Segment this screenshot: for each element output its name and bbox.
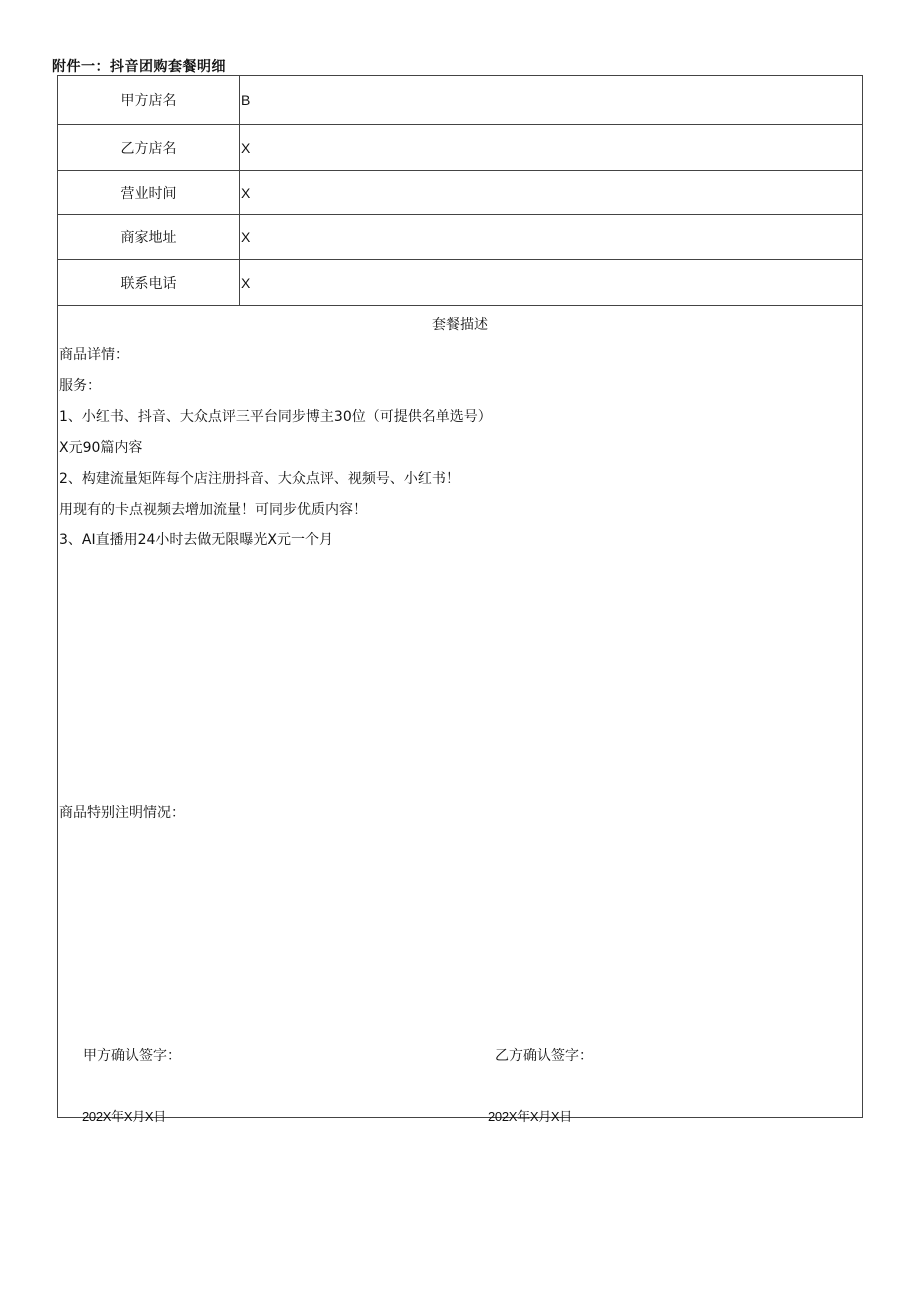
- info-row-business-hours: [58, 171, 862, 215]
- party-a-signature-label: 甲方确认签字：: [83, 1048, 181, 1064]
- package-description-heading: 套餐描述: [432, 317, 488, 333]
- service-item-3: 3、AI直播用24小时去做无限曝光X元一个月: [59, 532, 334, 548]
- info-row-contact-phone: [58, 260, 862, 306]
- business-hours-label: 营业时间: [58, 171, 240, 214]
- special-note-label: 商品特别注明情况：: [59, 805, 185, 821]
- party-a-store-label: 甲方店名: [58, 76, 240, 124]
- party-b-store-value: X: [241, 139, 251, 156]
- merchant-address-value: X: [241, 229, 251, 245]
- merchant-address-label: 商家地址: [58, 215, 240, 259]
- party-a-store-value: B: [241, 92, 251, 108]
- party-b-signature-label: 乙方确认签字：: [495, 1048, 593, 1064]
- service-item-1: 1、小红书、抖音、大众点评三平台同步博主30位（可提供名单选号）: [59, 409, 492, 425]
- service-item-1-price: X元90篇内容: [59, 440, 143, 456]
- service-label: 服务：: [59, 378, 101, 394]
- service-item-2-detail: 用现有的卡点视频去增加流量！可同步优质内容！: [59, 502, 367, 518]
- product-details-label: 商品详情：: [59, 347, 129, 363]
- document-title: 附件一：抖音团购套餐明细: [52, 59, 226, 75]
- info-row-merchant-address: [58, 215, 862, 260]
- info-row-party-a-store: [58, 76, 862, 125]
- info-row-party-b-store: [58, 125, 862, 171]
- party-a-date: 202X年X月X日: [82, 1109, 167, 1124]
- service-item-2: 2、构建流量矩阵每个店注册抖音、大众点评、视频号、小红书！: [59, 471, 460, 487]
- contact-phone-value: X: [241, 274, 251, 291]
- package-detail-form: [57, 75, 863, 1124]
- contact-phone-label: 联系电话: [58, 260, 240, 305]
- party-b-store-label: 乙方店名: [58, 125, 240, 170]
- business-hours-value: X: [241, 184, 251, 201]
- party-b-date: 202X年X月X日: [488, 1109, 573, 1124]
